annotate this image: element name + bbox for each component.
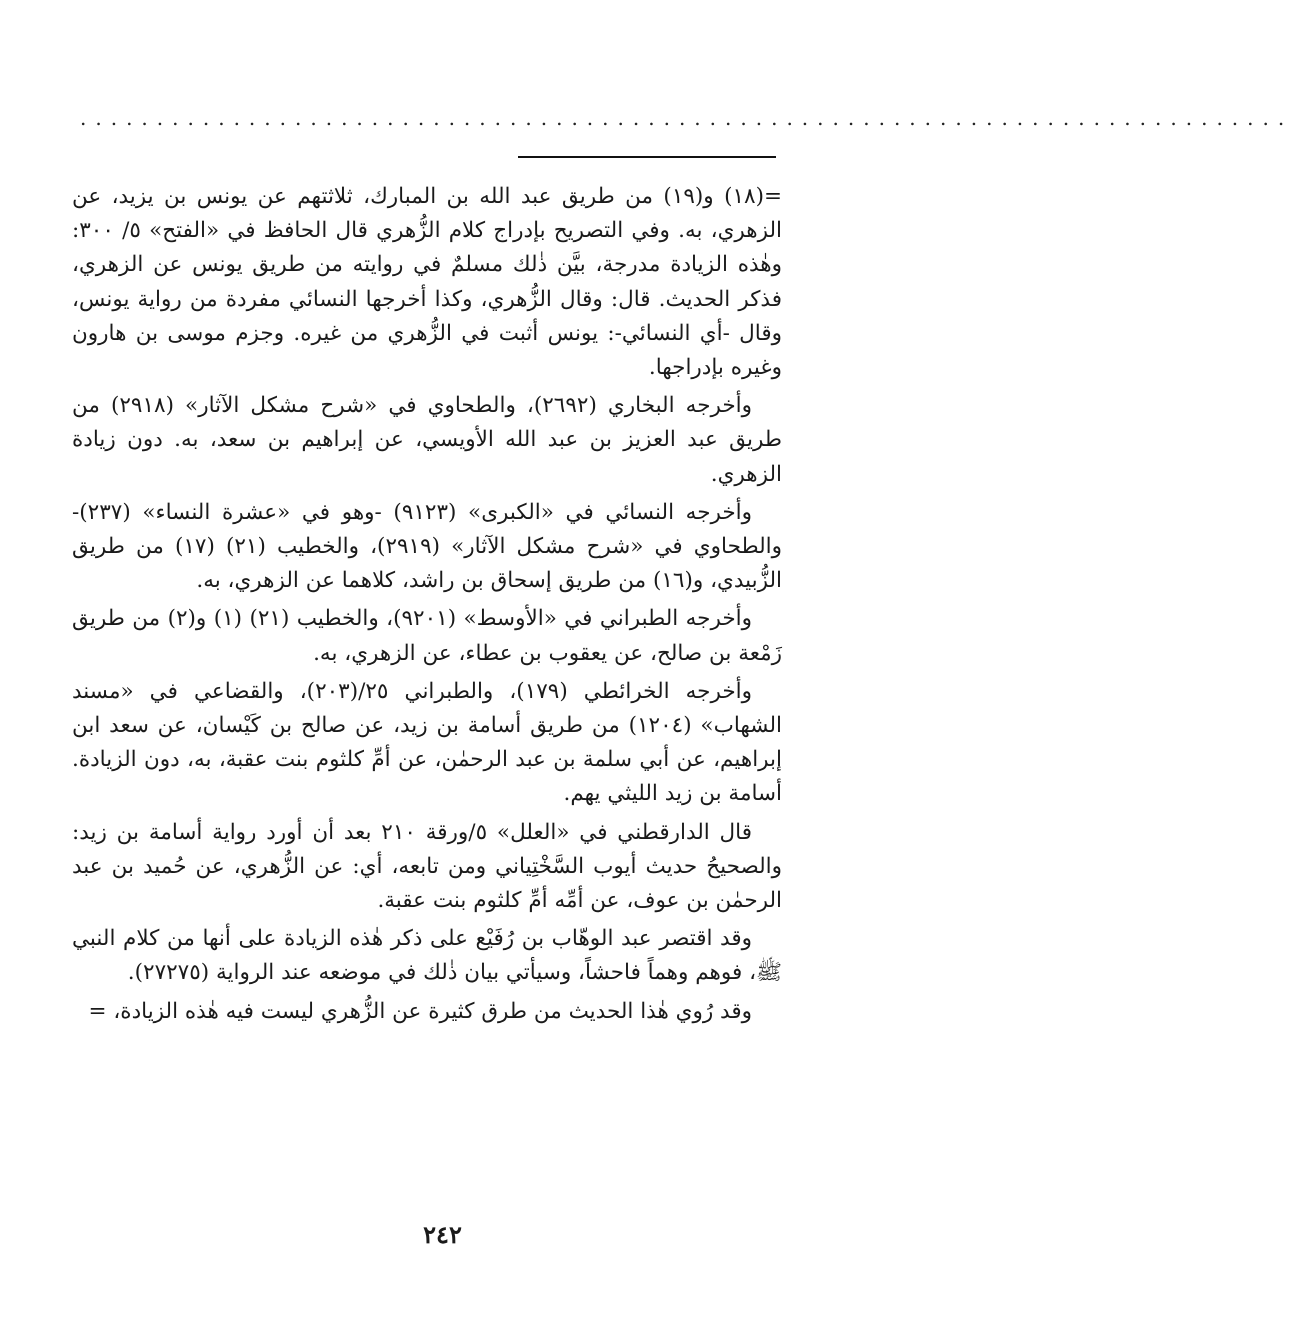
footnote-paragraph: وقد رُوي هٰذا الحديث من طرق كثيرة عن الزُّهري ليست فيه هٰذه الزيادة، =: [88, 998, 752, 1024]
footnote-paragraph: وأخرجه الطبراني في «الأوسط» (٩٢٠١)، والخطيب (٢١) (١) و(٢) من طريق زَمْعة بن صالح، عن يعقوب بن عطاء، عن الزهري، به.: [72, 606, 782, 666]
footnote-paragraph: وأخرجه النسائي في «الكبرى» (٩١٢٣) -وهو في «عشرة النساء» (٢٣٧)- والطحاوي في «شرح مشكل الآثار» (٢٩١٩)، والخطيب (٢١) (١٧) من طريق الزُّبيدي، و(١٦) من طريق إسحاق بن راشد، كلاهما عن الزهري، به.: [72, 499, 782, 594]
separator-dots: ...............................................................................: [80, 106, 1293, 130]
footnote-rule: [518, 156, 776, 158]
page-number: ٢٤٢: [423, 1220, 462, 1249]
footnote-paragraph: قال الدارقطني في «العلل» ٥/ورقة ٢١٠ بعد أن أورد رواية أسامة بن زيد: والصحيحُ حديث أيوب السَّخْتِياني ومن تابعه، أي: عن الزُّهري، عن حُميد بن عبد الرحمٰن بن عوف، عن أمِّه أمِّ كلثوم بنت عقبة.: [72, 819, 782, 914]
footnote-paragraph: وأخرجه الخرائطي (١٧٩)، والطبراني ٢٥/(٢٠٣)، والقضاعي في «مسند الشهاب» (١٢٠٤) من طريق أسامة بن زيد، عن صالح بن كَيْسان، عن سعد ابن إبراهيم، عن أبي سلمة بن عبد الرحمٰن، عن أمِّ كلثوم بنت عقبة، به، دون الزيادة. أسامة بن زيد الليثي يهم.: [72, 678, 782, 807]
footnotes-body: [72, 180, 782, 1033]
footnote-paragraph: وأخرجه البخاري (٢٦٩٢)، والطحاوي في «شرح مشكل الآثار» (٢٩١٨) من طريق عبد العزيز بن عبد الله الأويسي، عن إبراهيم بن سعد، به. دون زيادة الزهري.: [72, 393, 782, 487]
footnote-paragraph: وقد اقتصر عبد الوهّاب بن رُفَيْع على ذكر هٰذه الزيادة على أنها من كلام النبي ﷺ، فوهم وهماً فاحشاً، وسيأتي بيان ذٰلك في موضعه عند الرواية (٢٧٢٧٥).: [72, 926, 782, 986]
footnote-paragraph: =(١٨) و(١٩) من طريق عبد الله بن المبارك، ثلاثتهم عن يونس بن يزيد، عن الزهري، به. وفي التصريح بإدراج كلام الزُّهري قال الحافظ في «الفتح» ٥/ ٣٠٠: وهٰذه الزيادة مدرجة، بيَّن ذٰلك مسلمٌ في روايته من طريق يونس عن الزهري، فذكر الحديث. قال: وقال الزُّهري، وكذا أخرجها النسائي مفردة من رواية يونس، وقال -أي النسائي-: يونس أثبت في الزُّهري من غيره. وجزم موسى بن هارون وغيره بإدراجها.: [72, 184, 782, 381]
